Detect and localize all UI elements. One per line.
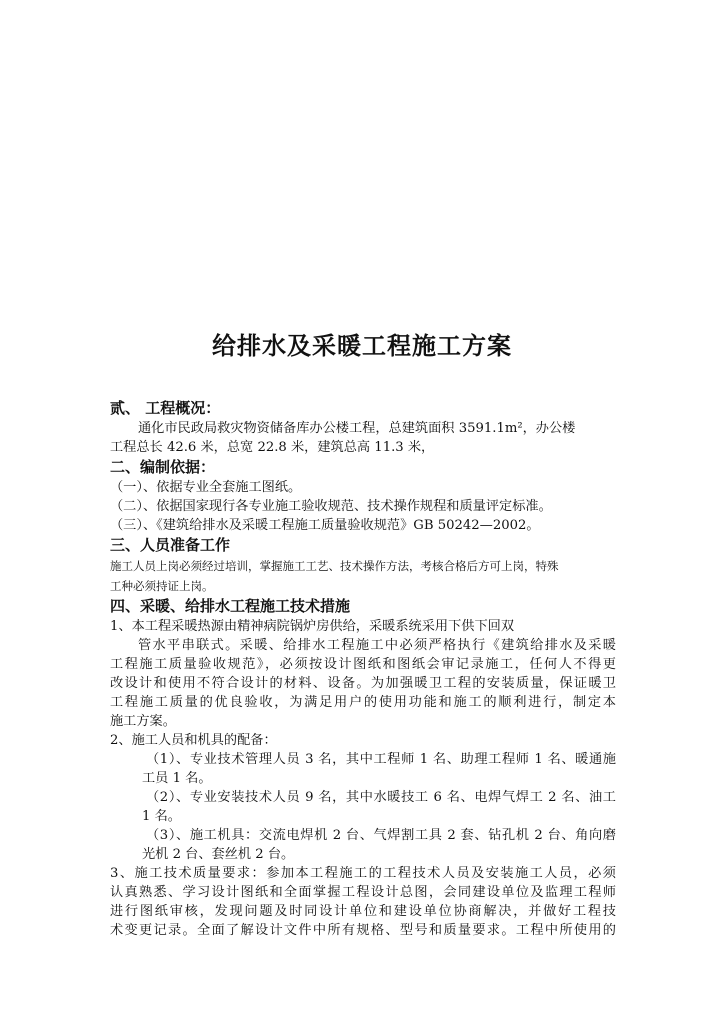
- paragraph-line: 术变更记录。全面了解设计文件中所有规格、型号和质量要求。工程中所使用的: [110, 923, 616, 938]
- section-heading: 三、人员准备工作: [110, 536, 231, 554]
- paragraph-line: 工程施工质量的优良验收，为满足用户的使用功能和施工的顺利进行，制定本: [110, 695, 616, 710]
- paragraph-line: 通化市民政局救灾物资储备库办公楼工程，总建筑面积 3591.1m²，办公楼: [138, 421, 576, 436]
- paragraph-line: 2、施工人员和机具的配备：: [110, 733, 277, 748]
- paragraph-line: 3、施工技术质量要求：参加本工程施工的工程技术人员及安装施工人员，必须: [110, 866, 616, 881]
- paragraph-line: 光机 2 台、套丝机 2 台。: [142, 847, 295, 862]
- paragraph-line: （2）、专业安装技术人员 9 名，其中水暖技工 6 名、电焊气焊工 2 名、油工: [146, 790, 616, 805]
- paragraph-line: （二）、依据国家现行各专业施工验收规范、技术操作规程和质量评定标准。: [110, 499, 552, 514]
- section-heading: 四、采暖、给排水工程施工技术措施: [110, 597, 351, 615]
- paragraph-line: （一）、依据专业全套施工图纸。: [110, 480, 302, 495]
- paragraph-line: 工程施工质量验收规范》，必须按设计图纸和图纸会审记录施工，任何人不得更: [110, 657, 616, 672]
- paragraph-line: （3）、施工机具：交流电焊机 2 台、气焊割工具 2 套、钻孔机 2 台、角向磨: [146, 828, 616, 843]
- paragraph-line: 改设计和使用不符合设计的材料、设备。为加强暖卫工程的安装质量，保证暖卫: [110, 676, 616, 691]
- paragraph-line: 认真熟悉、学习设计图纸和全面掌握工程设计总图，会同建设单位及监理工程师: [110, 885, 616, 900]
- document-body: [110, 398, 616, 940]
- paragraph-line: 1 名。: [142, 809, 181, 824]
- paragraph-line: 1、本工程采暖热源由精神病院锅炉房供给，采暖系统采用下供下回双: [110, 619, 515, 634]
- section-heading: 贰、 工程概况：: [110, 399, 221, 417]
- paragraph-line: 进行图纸审核，发现问题及时同设计单位和建设单位协商解决，并做好工程技: [110, 904, 616, 919]
- paragraph-line: 工程总长 42.6 米，总宽 22.8 米，建筑总高 11.3 米，: [110, 440, 435, 455]
- paragraph-line: 工员 1 名。: [142, 771, 212, 786]
- paragraph-line: （三）、《建筑给排水及采暖工程施工质量验收规范》GB 50242—2002。: [110, 518, 540, 533]
- paragraph-line: （1）、专业技术管理人员 3 名，其中工程师 1 名、助理工程师 1 名、暖通施: [146, 752, 616, 767]
- section-heading: 二、编制依据：: [110, 458, 216, 476]
- paragraph-line: 施工方案。: [110, 714, 176, 729]
- paragraph-line: 施工人员上岗必须经过培训，掌握施工工艺、技术操作方法，考核合格后方可上岗，特殊: [110, 559, 559, 573]
- document-title: 给排水及采暖工程施工方案: [212, 331, 512, 360]
- paragraph-line: 工种必须持证上岗。: [110, 579, 214, 593]
- paragraph-line: 管水平串联式。采暖、给排水工程施工中必须严格执行《建筑给排水及采暖: [138, 638, 616, 653]
